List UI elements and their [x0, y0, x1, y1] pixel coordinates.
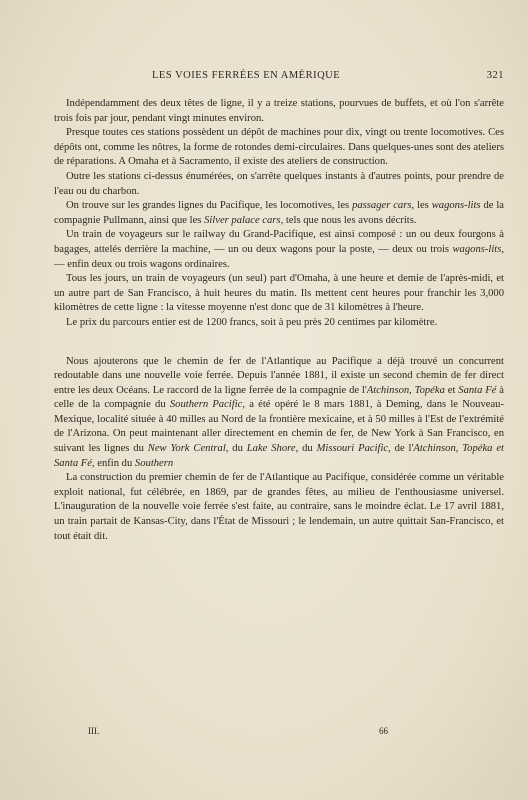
text-run: , — enfin deux ou trois wagons ordinaires.: [54, 243, 504, 270]
italic-text: passager cars: [352, 200, 412, 212]
page-header: [54, 70, 504, 84]
text-run: , du: [295, 443, 317, 455]
italic-text: Atchinson, Topéka et Santa Fé: [54, 443, 504, 469]
text-run: à celle de la compagnie du: [54, 384, 504, 411]
running-title: LES VOIES FERRÉES EN AMÉRIQUE: [152, 70, 341, 81]
paragraph: [54, 228, 504, 272]
text-run: Presque toutes ces stations possèdent un dépôt de machines pour dix, vingt ou trente locomotives. Ces dépôts ont, comme les nôtres, la forme de rotondes demi-circulaires. Dans quelques-unes sont des ateliers de réparations. A Omaha et à Sacramento, il existe des ateliers de construction.: [54, 127, 504, 168]
italic-text: Atchinson, Topéka: [366, 384, 445, 396]
italic-text: wagons-lits: [452, 243, 502, 255]
italic-text: wagons-lits: [431, 200, 481, 212]
signature-mark: III.: [88, 726, 100, 736]
text-run: Outre les stations ci-dessus énumérées, on s'arrête quelques instants à d'autres points, pour prendre de l'eau ou du charbon.: [54, 170, 504, 197]
page-number: 321: [486, 70, 504, 81]
text-run: , a été opéré le 8 mars 1881, à Deming, dans le Nouveau-Mexique, localité située à 40 milles au Nord de la frontière mexicaine, et à 50 milles à l'Est de l'extrémité de l'Arizona. On peut maintenant aller directement en chemin de fer, de New York à San Francisco, en suivant les lignes du: [54, 399, 504, 455]
paragraph: [54, 316, 504, 331]
italic-text: Silver palace cars: [204, 214, 281, 226]
paragraph: [54, 170, 504, 199]
italic-text: Lake Shore: [246, 443, 296, 455]
text-run: La construction du premier chemin de fer de l'Atlantique au Pacifique, considérée comme un véritable exploit national, fut célébrée, en 1869, par de grandes fêtes, au milieu de l'enthousiasme universel. L'inauguration de la nouvelle voie ferrée s'est faite, au contraire, sans le moindre éclat. Le 17 avril 1881, un train partait de Kansas-City, dans l'État de Missouri ; le lendemain, un autre quittait San-Francisco, et tout était dit.: [54, 472, 504, 542]
italic-text: Southern Pacific: [169, 399, 243, 411]
paragraph: [54, 272, 504, 316]
text-run: , du: [225, 443, 247, 455]
text-run: et: [444, 384, 459, 396]
paragraph: [54, 355, 504, 472]
text-run: , enfin du: [91, 457, 135, 469]
italic-text: New York Central: [147, 443, 226, 455]
text-run: , les: [411, 200, 432, 212]
text-run: Tous les jours, un train de voyageurs (un seul) part d'Omaha, à une heure et demie de l'après-midi, et un autre part de San Francisco, à huit heures du matin. Ils mettent cent heures pour franchir les 3,000 kilomètres de cette ligne : la vitesse moyenne n'est donc que de 31 kilomètres à l'heure.: [54, 273, 504, 314]
paragraph: [54, 97, 504, 126]
text-run: Indépendamment des deux têtes de ligne, il y a treize stations, pourvues de buffets, et où l'on s'arrête trois fois par jour, pendant vingt minutes environ.: [54, 98, 504, 124]
text-run: , de l': [388, 443, 414, 455]
italic-text: Southern: [134, 457, 174, 469]
paragraph: [54, 471, 504, 544]
text-run: , tels que nous les avons décrits.: [280, 214, 417, 226]
text-run: Nous ajouterons que le chemin de fer de l'Atlantique au Pacifique a déjà trouvé un concurrent redoutable dans une nouvelle voie ferrée. Depuis l'année 1881, il existe un second chemin de fer direct entre les deux Océans. Le raccord de la ligne ferrée de la compagnie de l': [54, 355, 504, 396]
italic-text: Missouri Pacific: [316, 443, 389, 455]
italic-text: Santa Fé: [458, 384, 497, 396]
body-text: [54, 97, 504, 544]
text-run: de la compagnie Pullmann, ainsi que les: [54, 200, 505, 226]
text-run: Le prix du parcours entier est de 1200 francs, soit à peu près 20 centimes par kilomètre.: [66, 316, 438, 328]
text-run: On trouve sur les grandes lignes du Pacifique, les locomotives, les: [66, 200, 353, 212]
text-run: Un train de voyageurs sur le railway du Grand-Pacifique, est ainsi composé : un ou deux fourgons à bagages, attelés derrière la machine, — un ou deux wagons pour la poste, — deux ou trois: [54, 229, 504, 255]
paragraph: [54, 199, 504, 228]
paragraph: [54, 126, 504, 170]
sheet-number: 66: [379, 726, 388, 736]
page-footer: [54, 726, 504, 738]
